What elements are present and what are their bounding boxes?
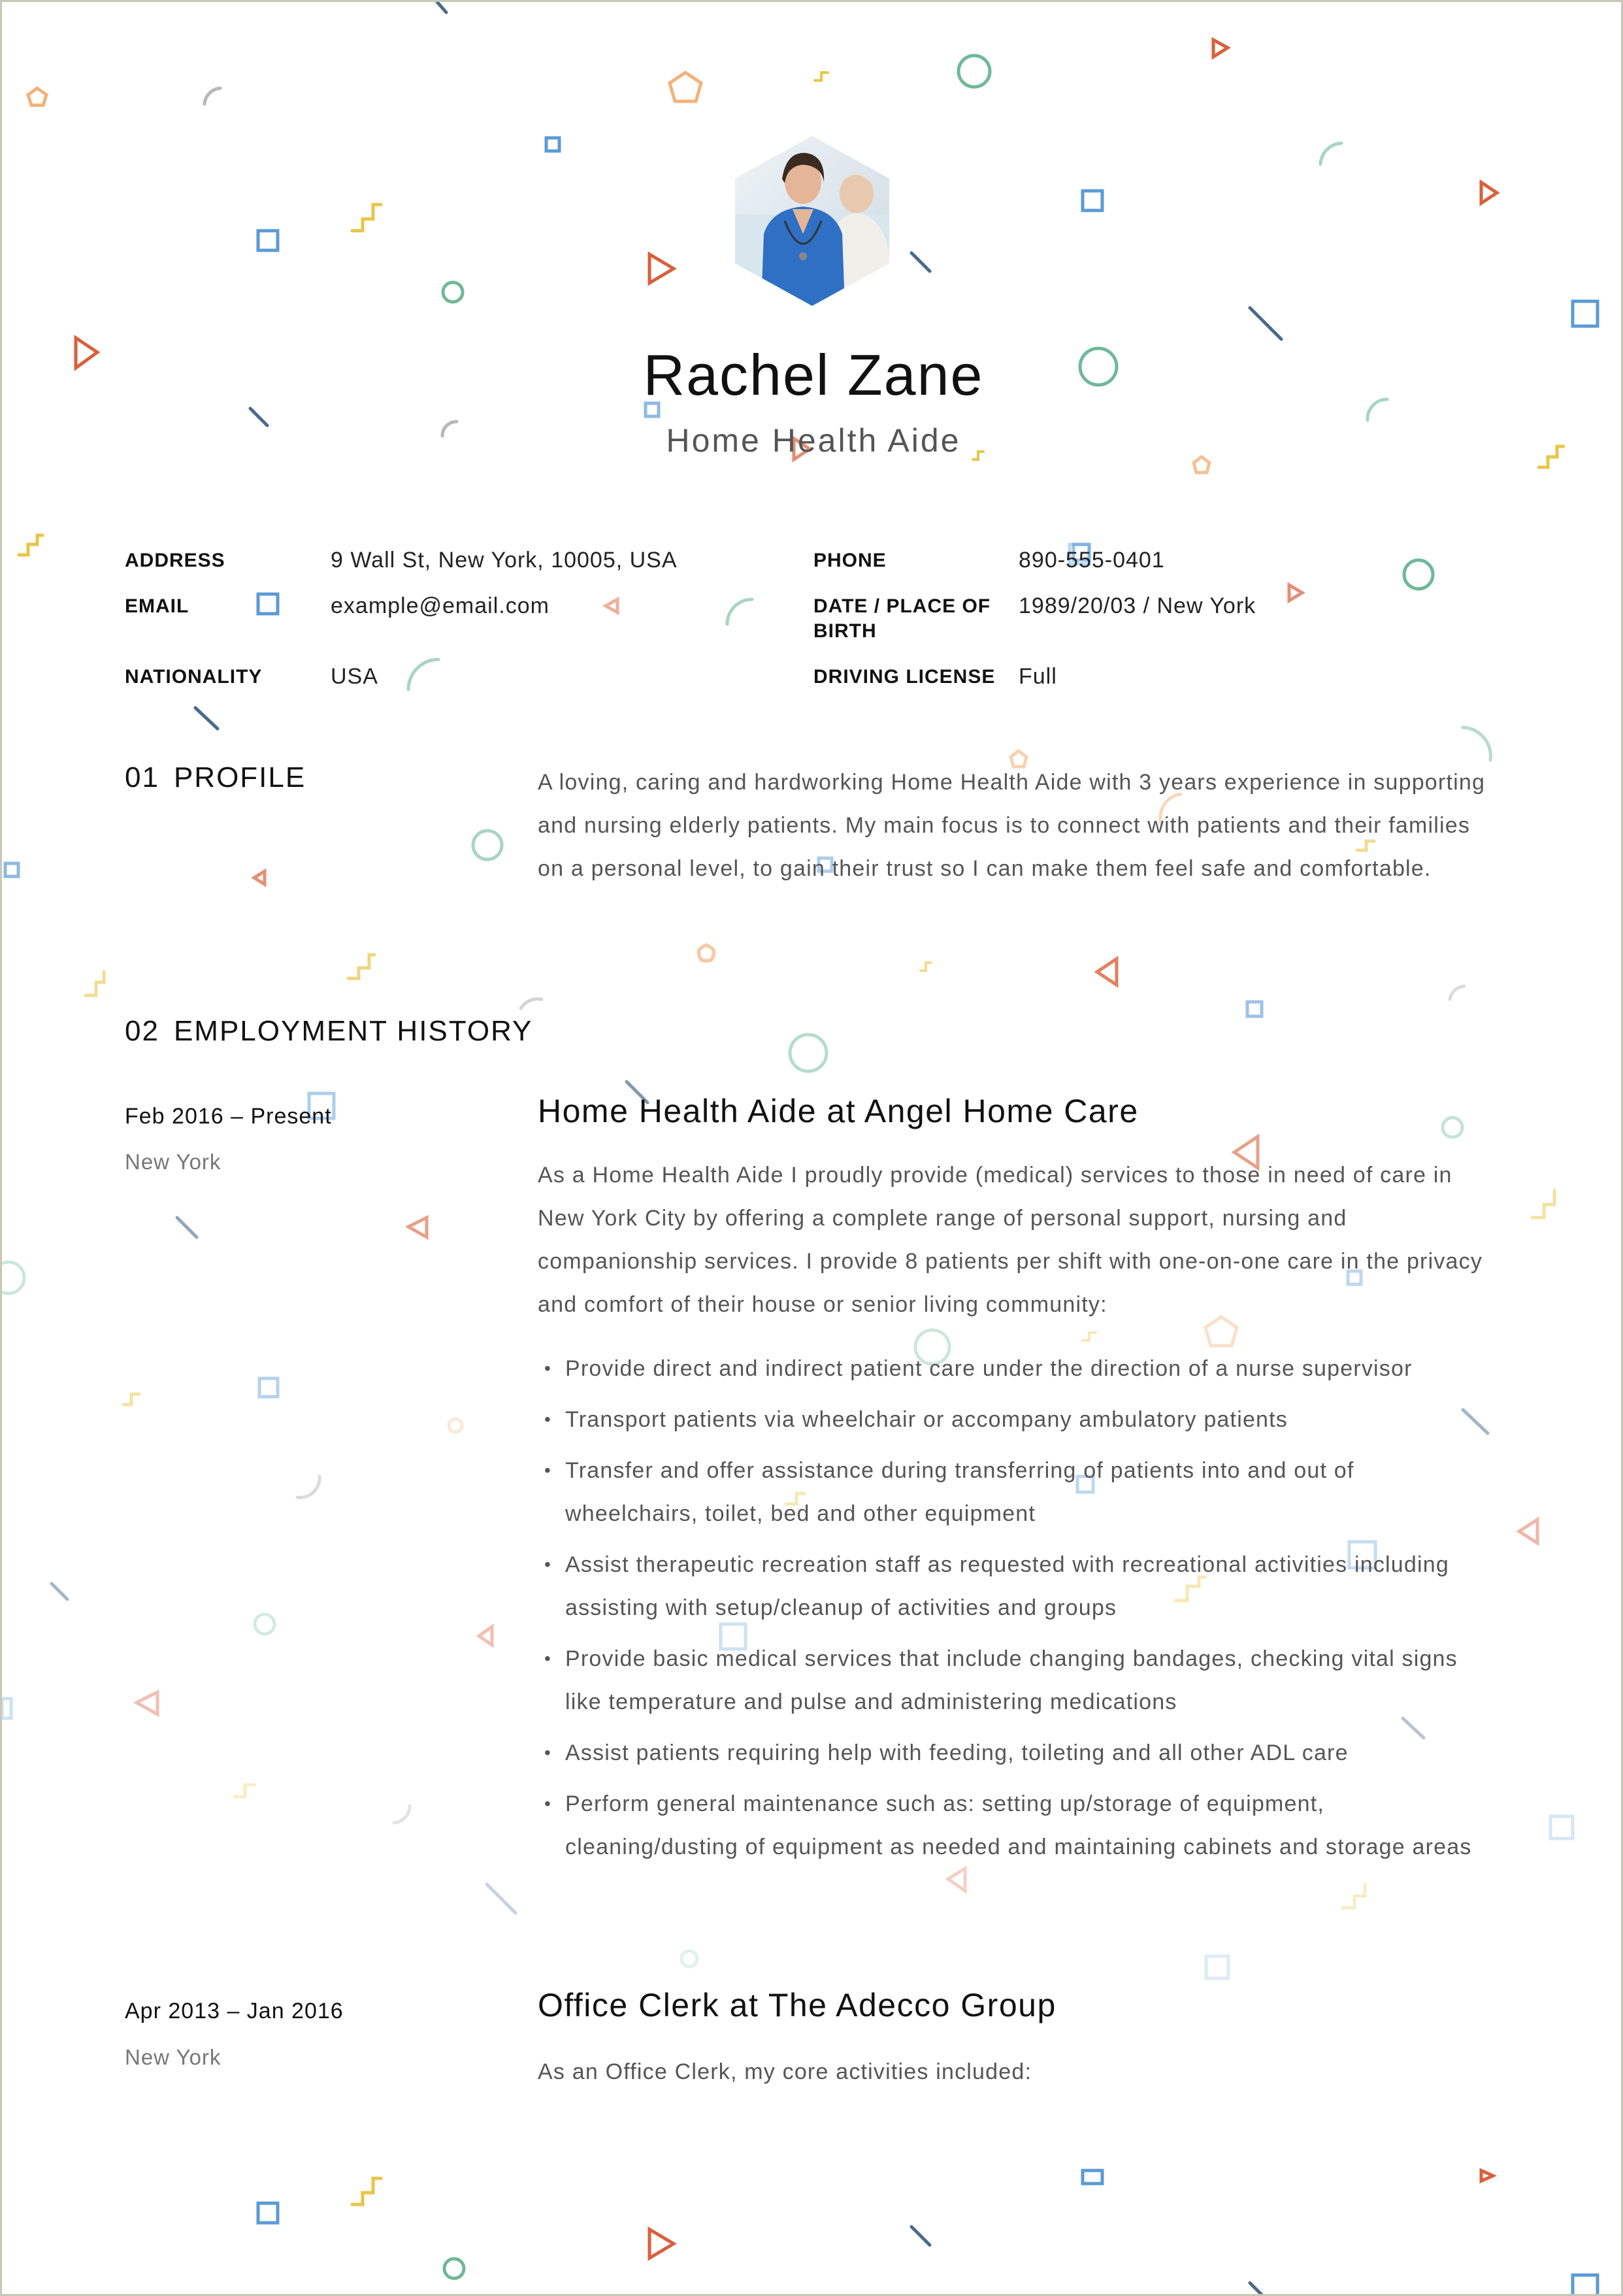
list-item: • Provide direct and indirect patient care under the direction of a nurse supervisor: [538, 1347, 1492, 1390]
phone-value: 890-555-0401: [1019, 548, 1165, 573]
job-location: New York: [125, 2045, 221, 2069]
address-value: 9 Wall St, New York, 10005, USA: [331, 548, 678, 573]
job-title: Office Clerk at The Adecco Group: [538, 1987, 1057, 2023]
email-value[interactable]: example@email.com: [331, 593, 549, 618]
nationality-label: NATIONALITY: [125, 666, 263, 688]
profile-heading: [125, 761, 306, 794]
profile-heading-text: PROFILE: [173, 761, 306, 793]
license-value: Full: [1019, 664, 1057, 689]
nationality-value: USA: [331, 664, 378, 689]
list-item: • Transport patients via wheelchair or accompany ambulatory patients: [538, 1398, 1492, 1441]
dob-value: 1989/20/03 / New York: [1019, 593, 1256, 618]
job-description: As a Home Health Aide I proudly provide (medical) services to those in need of care in New York City by offering a complete range of personal support, nursing and companionship services. I provide 8 patients per shift with one-on-one care in the privacy and comfort of their house or senior living community:: [538, 1163, 1483, 1317]
employment-heading-text: EMPLOYMENT HISTORY: [173, 1015, 533, 1047]
email-label: EMAIL: [125, 595, 189, 617]
profile-number: 01: [125, 761, 159, 793]
job-description: As an Office Clerk, my core activities included:: [538, 2059, 1032, 2084]
address-label: ADDRESS: [125, 550, 225, 571]
job-dates: Feb 2016 – Present: [125, 1104, 332, 1129]
list-item: • Transfer and offer assistance during transferring of patients into and out of wheelchairs, toilet, bed and other equipment: [538, 1449, 1492, 1535]
list-item: • Assist patients requiring help with feeding, toileting and all other ADL care: [538, 1731, 1492, 1774]
dob-label: DATE / PLACE OF BIRTH: [813, 595, 991, 642]
employment-heading: [125, 1015, 533, 1048]
phone-label: PHONE: [813, 550, 887, 571]
job-dates: Apr 2013 – Jan 2016: [125, 1999, 344, 2023]
list-item: • Perform general maintenance such as: setting up/storage of equipment, cleaning/dusting of equipment as needed and maintaining cabinets and storage areas: [538, 1782, 1492, 1869]
profile-photo: [735, 136, 889, 306]
job-title: Home Health Aide at Angel Home Care: [538, 1093, 1139, 1129]
profile-text: A loving, caring and hardworking Home Health Aide with 3 years experience in supporting and nursing elderly patients. My main focus is to connect with patients and their families on a personal level, to gain their trust so I can make them feel safe and comfortable.: [538, 770, 1486, 881]
job-location: New York: [125, 1150, 221, 1174]
license-label: DRIVING LICENSE: [813, 666, 996, 688]
candidate-name: Rachel Zane: [643, 342, 984, 407]
list-item: • Provide basic medical services that include changing bandages, checking vital signs like temperature and pulse and administering medications: [538, 1637, 1492, 1723]
job-duties-list: [538, 1347, 1492, 1876]
employment-number: 02: [125, 1015, 159, 1047]
candidate-job-title: Home Health Aide: [666, 422, 961, 459]
list-item: • Assist therapeutic recreation staff as requested with recreational activities including assisting with setup/cleanup of activities and groups: [538, 1543, 1492, 1629]
